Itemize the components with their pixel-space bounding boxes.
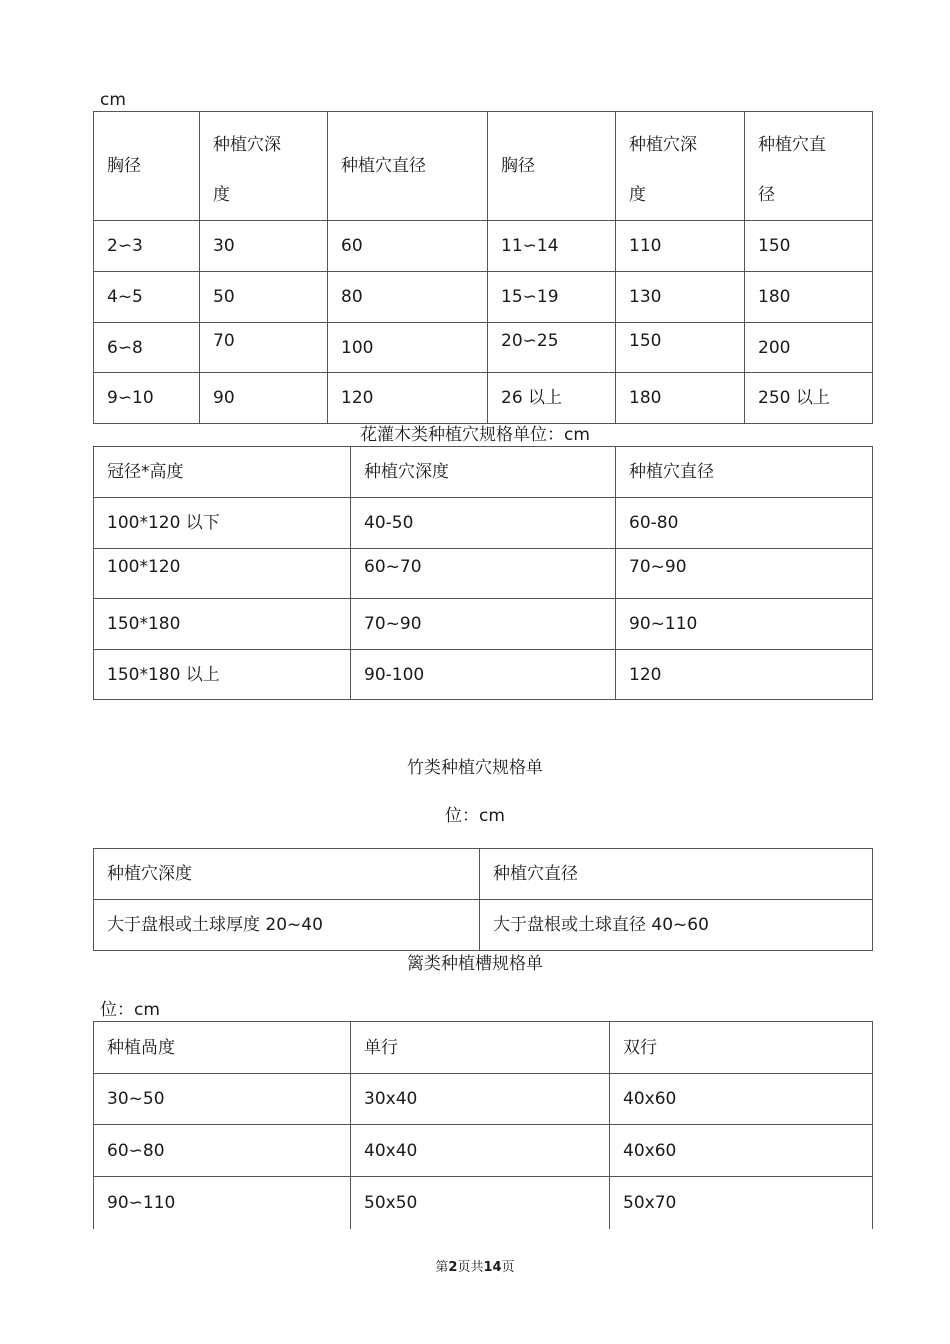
table-cell: 150 [745,221,873,272]
table-cell: 90 [200,373,328,424]
table-cell: 26 以上 [488,373,616,424]
table-row [94,599,873,650]
table-cell: 60 [328,221,488,272]
table3-caption: 竹类种植穴规格单 [407,758,543,778]
table-row [94,498,873,549]
header-cell: 种植穴深 度 [200,112,328,221]
header-cell: 单行 [351,1022,610,1074]
hedge-trench-table [93,1021,873,1229]
header-cell: 种植穴直径 [480,849,873,900]
table-cell: 大于盘根或土球厚度 20~40 [94,900,480,951]
table-cell: 70~90 [616,549,873,599]
table-cell: 11∽14 [488,221,616,272]
table1-unit: cm [100,90,126,110]
table-cell: 90~110 [616,599,873,650]
table-row [94,650,873,700]
footer-middle: 页共 [457,1260,484,1275]
table-cell: 60∽80 [94,1125,351,1177]
header-cell: 种植穴直 径 [745,112,873,221]
table-cell: 50x50 [351,1177,610,1229]
table-cell: 15∽19 [488,272,616,323]
table-row [94,900,873,951]
header-cell: 胸径 [94,112,200,221]
table-cell: 40x60 [610,1125,873,1177]
table-cell: 130 [616,272,745,323]
table-cell: 180 [745,272,873,323]
table4-caption: 篱类种植槽规格单 [407,954,543,974]
table-cell: 250 以上 [745,373,873,424]
bamboo-pit-table [93,848,873,951]
table-cell: 9∽10 [94,373,200,424]
header-cell: 冠径*高度 [94,447,351,498]
table-cell: 30x40 [351,1074,610,1125]
header-cell: 种植咼度 [94,1022,351,1074]
table-cell: 180 [616,373,745,424]
table-row [94,1177,873,1229]
table-cell: 50 [200,272,328,323]
table2-caption: 花灌木类种植穴规格单位：cm [360,425,590,445]
table-header-row [94,1022,873,1074]
table-row [94,373,873,424]
table-cell: 60~70 [351,549,616,599]
table-row [94,221,873,272]
table-header-row [94,849,873,900]
table-cell: 70 [200,323,328,373]
table-cell: 40x40 [351,1125,610,1177]
header-cell: 胸径 [488,112,616,221]
table-cell: 30~50 [94,1074,351,1125]
header-cell: 种植穴直径 [616,447,873,498]
table-cell: 20∽25 [488,323,616,373]
table-cell: 150*180 以上 [94,650,351,700]
table-cell: 120 [616,650,873,700]
table3-unit: 位：cm [445,806,505,826]
header-cell: 种植穴深度 [351,447,616,498]
table-cell: 100 [328,323,488,373]
header-cell: 种植穴直径 [328,112,488,221]
table-cell: 60-80 [616,498,873,549]
table-cell: 150*180 [94,599,351,650]
table-cell: 80 [328,272,488,323]
header-cell: 种植穴深度 [94,849,480,900]
footer-suffix: 页 [501,1260,515,1275]
table-cell: 4~5 [94,272,200,323]
footer-prefix: 第 [435,1260,449,1275]
total-pages: 14 [483,1260,502,1275]
table-row [94,549,873,599]
table-row [94,323,873,373]
table-cell: 110 [616,221,745,272]
table-header-row [94,447,873,498]
table-cell: 90∽110 [94,1177,351,1229]
table-cell: 大于盘根或土球直径 40~60 [480,900,873,951]
table-cell: 2∽3 [94,221,200,272]
page-footer [0,1256,950,1275]
table-cell: 150 [616,323,745,373]
page-number: 2 [448,1260,458,1275]
table-row [94,1074,873,1125]
header-cell: 种植穴深 度 [616,112,745,221]
shrub-pit-table [93,446,873,700]
table-cell: 70~90 [351,599,616,650]
table-header-row [94,112,873,221]
table4-unit: 位：cm [100,1000,160,1020]
header-cell: 双行 [610,1022,873,1074]
table-cell: 50x70 [610,1177,873,1229]
table-row [94,272,873,323]
table-cell: 200 [745,323,873,373]
table-cell: 100*120 以下 [94,498,351,549]
table-cell: 30 [200,221,328,272]
table-row [94,1125,873,1177]
table-cell: 40-50 [351,498,616,549]
table-cell: 6∽8 [94,323,200,373]
table-cell: 90-100 [351,650,616,700]
table-cell: 40x60 [610,1074,873,1125]
tree-pit-table [93,111,873,424]
table-cell: 100*120 [94,549,351,599]
table-cell: 120 [328,373,488,424]
